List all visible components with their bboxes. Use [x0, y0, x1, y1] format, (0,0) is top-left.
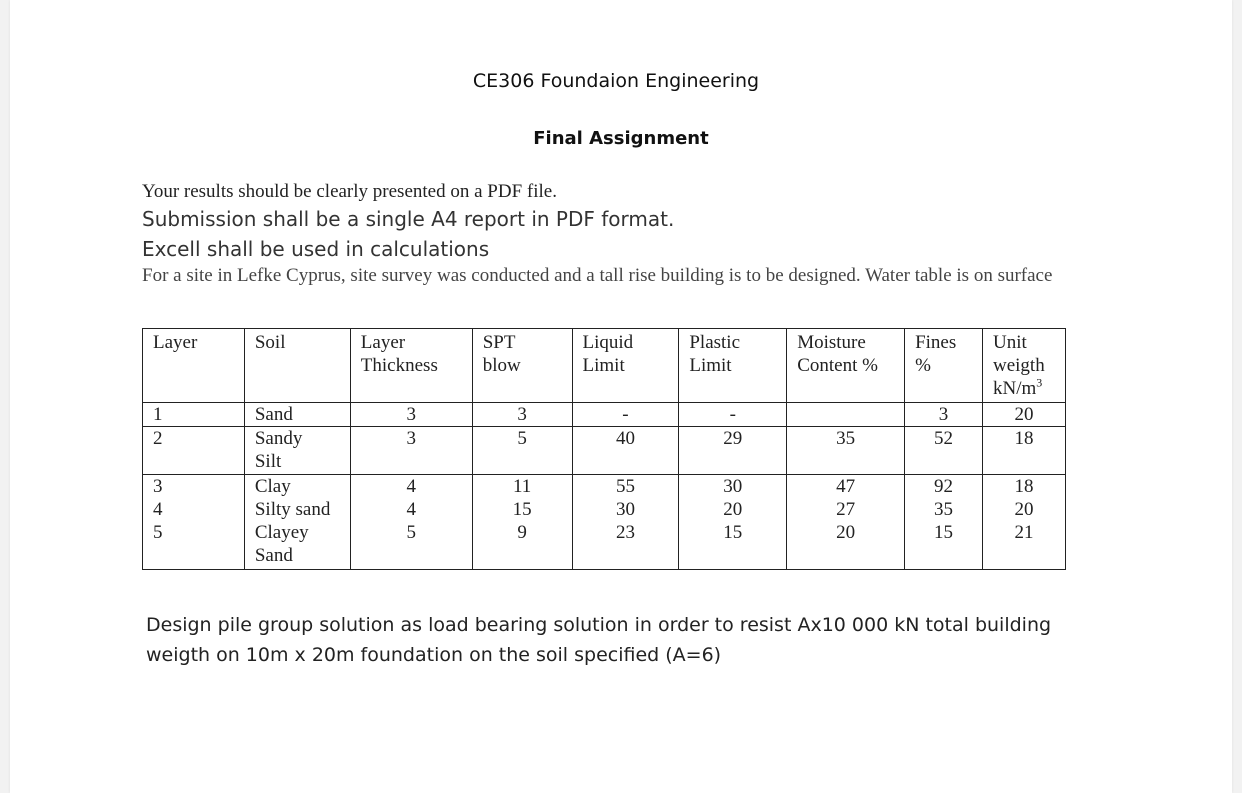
cell-plastic-limit: 29 [679, 427, 787, 475]
cell-layer: 2 [143, 427, 245, 475]
cell-liquid-limit: - [572, 403, 679, 427]
table-row [143, 475, 1066, 499]
soil-properties-table [142, 328, 1066, 570]
cell-layer: 3 [143, 475, 245, 499]
cell-fines: 3 [905, 403, 983, 427]
cell-unit-weight: 20 [983, 498, 1066, 521]
header-plastic-limit: Plastic Limit [679, 329, 787, 403]
cell-thickness: 5 [350, 521, 472, 569]
cell-moisture-content: 35 [787, 427, 905, 475]
cell-liquid-limit: 40 [572, 427, 679, 475]
site-description: For a site in Lefke Cyprus, site survey was conducted and a tall rise building is to be designed. Water table is on surface [142, 265, 1053, 286]
cell-liquid-limit: 55 [572, 475, 679, 499]
header-spt: SPT blow [472, 329, 572, 403]
cell-plastic-limit: 20 [679, 498, 787, 521]
cell-unit-weight: 20 [983, 403, 1066, 427]
instruction-excel: Excell shall be used in calculations [142, 237, 490, 261]
cell-unit-weight: 21 [983, 521, 1066, 569]
header-moisture-content: Moisture Content % [787, 329, 905, 403]
cell-moisture-content [787, 403, 905, 427]
table-row [143, 521, 1066, 569]
cell-spt: 3 [472, 403, 572, 427]
cell-soil: Silty sand [244, 498, 350, 521]
assignment-title: Final Assignment [533, 128, 709, 149]
cell-thickness: 4 [350, 475, 472, 499]
cell-fines: 15 [905, 521, 983, 569]
cell-soil: Sand [244, 403, 350, 427]
cell-plastic-limit: 15 [679, 521, 787, 569]
header-liquid-limit: Liquid Limit [572, 329, 679, 403]
cell-layer: 1 [143, 403, 245, 427]
instruction-a4: Submission shall be a single A4 report in PDF format. [142, 207, 675, 231]
design-task: Design pile group solution as load bearing solution in order to resist Ax10 000 kN total building weigth on 10m x 20m foundation on the soil specified (A=6) [146, 614, 1052, 666]
cell-moisture-content: 20 [787, 521, 905, 569]
course-title: CE306 Foundaion Engineering [472, 70, 760, 92]
cell-thickness: 3 [350, 427, 472, 475]
cell-moisture-content: 27 [787, 498, 905, 521]
cell-liquid-limit: 23 [572, 521, 679, 569]
instruction-pdf: Your results should be clearly presented on a PDF file. [142, 181, 557, 202]
header-unit-weight: Unit weigth $kN/m^3$ [983, 329, 1066, 403]
cell-fines: 92 [905, 475, 983, 499]
cell-spt: 9 [472, 521, 572, 569]
cell-spt: 5 [472, 427, 572, 475]
table-row [143, 403, 1066, 427]
header-fines: Fines % [905, 329, 983, 403]
cell-moisture-content: 47 [787, 475, 905, 499]
header-thickness: Layer Thickness [350, 329, 472, 403]
cell-thickness: 3 [350, 403, 472, 427]
cell-fines: 35 [905, 498, 983, 521]
cell-liquid-limit: 30 [572, 498, 679, 521]
cell-fines: 52 [905, 427, 983, 475]
cell-plastic-limit: - [679, 403, 787, 427]
cell-thickness: 4 [350, 498, 472, 521]
header-soil: Soil [244, 329, 350, 403]
cell-soil: Clayey Sand [244, 521, 350, 569]
header-layer: Layer [143, 329, 245, 403]
cell-layer: 5 [143, 521, 245, 569]
table-row [143, 427, 1066, 475]
table-row [143, 498, 1066, 521]
cell-soil: Clay [244, 475, 350, 499]
cell-unit-weight: 18 [983, 475, 1066, 499]
cell-soil: Sandy Silt [244, 427, 350, 475]
cell-spt: 11 [472, 475, 572, 499]
cell-spt: 15 [472, 498, 572, 521]
cell-layer: 4 [143, 498, 245, 521]
table-header-row [143, 329, 1066, 403]
cell-unit-weight: 18 [983, 427, 1066, 475]
cell-plastic-limit: 30 [679, 475, 787, 499]
